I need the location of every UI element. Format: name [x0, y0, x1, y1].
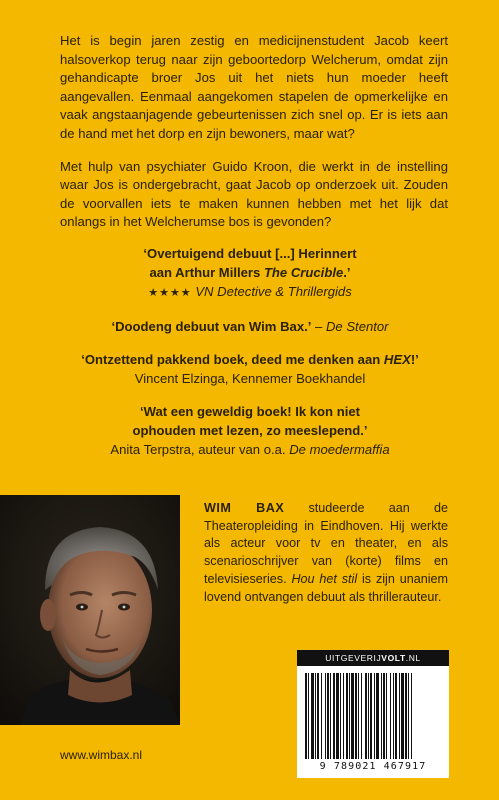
review-quote-1	[40, 244, 460, 303]
quote-4-attribution	[40, 440, 460, 459]
review-quote-4	[40, 402, 460, 459]
quote-1-book-title: The Crucible	[263, 265, 344, 280]
quote-1-source: VN Detective & Thrillergids	[195, 284, 352, 299]
blurb-paragraph-1: Het is begin jaren zestig en medicijnenstudent Jacob keert halsoverkop terug naar zijn geboortedorp Welcherum, omdat zijn gehandicapte broer Jos uit het niets hun moeder heeft aangevallen. Eenmaal aangekomen stapelen de opmerkelijke en vaak angstaanjagende gebeurtenissen zich snel op. Er is iets aan de hand met het dorp en zijn bewoners, maar wat?	[60, 33, 448, 141]
back-cover-blurb	[60, 32, 448, 246]
quote-3-closing: !’	[410, 352, 419, 367]
author-bio-end: is zijn unaniem lovend ontvangen debuut als thrillerauteur.	[204, 571, 449, 604]
quote-4-line-2: ophouden met lezen, zo meeslepend.’	[132, 423, 368, 438]
quote-4-line-1: ‘Wat een geweldig boek! Ik kon niet	[140, 404, 360, 419]
quote-2-source: De Stentor	[325, 319, 389, 334]
quote-3-line	[40, 350, 460, 369]
publisher-brand: VOLT	[381, 653, 406, 663]
publisher-prefix: UITGEVERIJ	[325, 653, 382, 663]
publisher-banner	[297, 650, 449, 666]
quote-2-text: ‘Doodeng debuut van Wim Bax.’	[111, 319, 312, 334]
publisher-suffix: .NL	[405, 653, 421, 663]
author-name: WIM BAX	[204, 501, 285, 515]
quote-4-book-title: De moedermaffia	[289, 442, 390, 457]
quote-2-dash: –	[311, 319, 326, 334]
quote-3-text: ‘Ontzettend pakkend boek, deed me denken aan	[81, 352, 384, 367]
author-bio	[204, 500, 448, 606]
blurb-paragraph-2: Met hulp van psychiater Guido Kroon, die werkt in de instelling waar Jos is ondergebracht, gaat Jacob op onderzoek uit. Zouden de voorvallen iets te maken kunnen hebben met het lijk dat onlangs in het Welcherumse bos is gevonden?	[60, 158, 448, 230]
rating-stars-icon: ★★★★	[148, 287, 192, 299]
author-website-link[interactable]: www.wimbax.nl	[60, 748, 143, 762]
quote-1-line-1: ‘Overtuigend debuut [...] Herinnert	[143, 246, 357, 261]
quote-3-source: Vincent Elzinga, Kennemer Boekhandel	[134, 371, 366, 386]
author-book-title: Hou het stil	[291, 571, 358, 586]
review-quotes	[40, 244, 460, 473]
review-quote-2	[40, 317, 460, 336]
author-bio-text: studeerde aan de Theateropleiding in Eindhoven. Hij werkte als acteur voor tv en theater, en als scenarioschrijver van (korte) films en televisieseries.	[204, 501, 448, 586]
author-portrait-image	[0, 495, 180, 725]
barcode-icon	[305, 673, 441, 759]
isbn-number: 9 789021 467917	[319, 761, 427, 772]
quote-1-closing: .’	[343, 265, 351, 280]
quote-1-line-2-text: aan Arthur Millers	[149, 265, 264, 280]
quote-1-line-2	[40, 263, 460, 282]
quote-3-book-title: HEX	[383, 352, 411, 367]
quote-4-source: Anita Terpstra, auteur van o.a.	[110, 442, 290, 457]
author-photo	[0, 495, 180, 725]
quote-1-attribution	[40, 282, 460, 303]
review-quote-3	[40, 350, 460, 388]
